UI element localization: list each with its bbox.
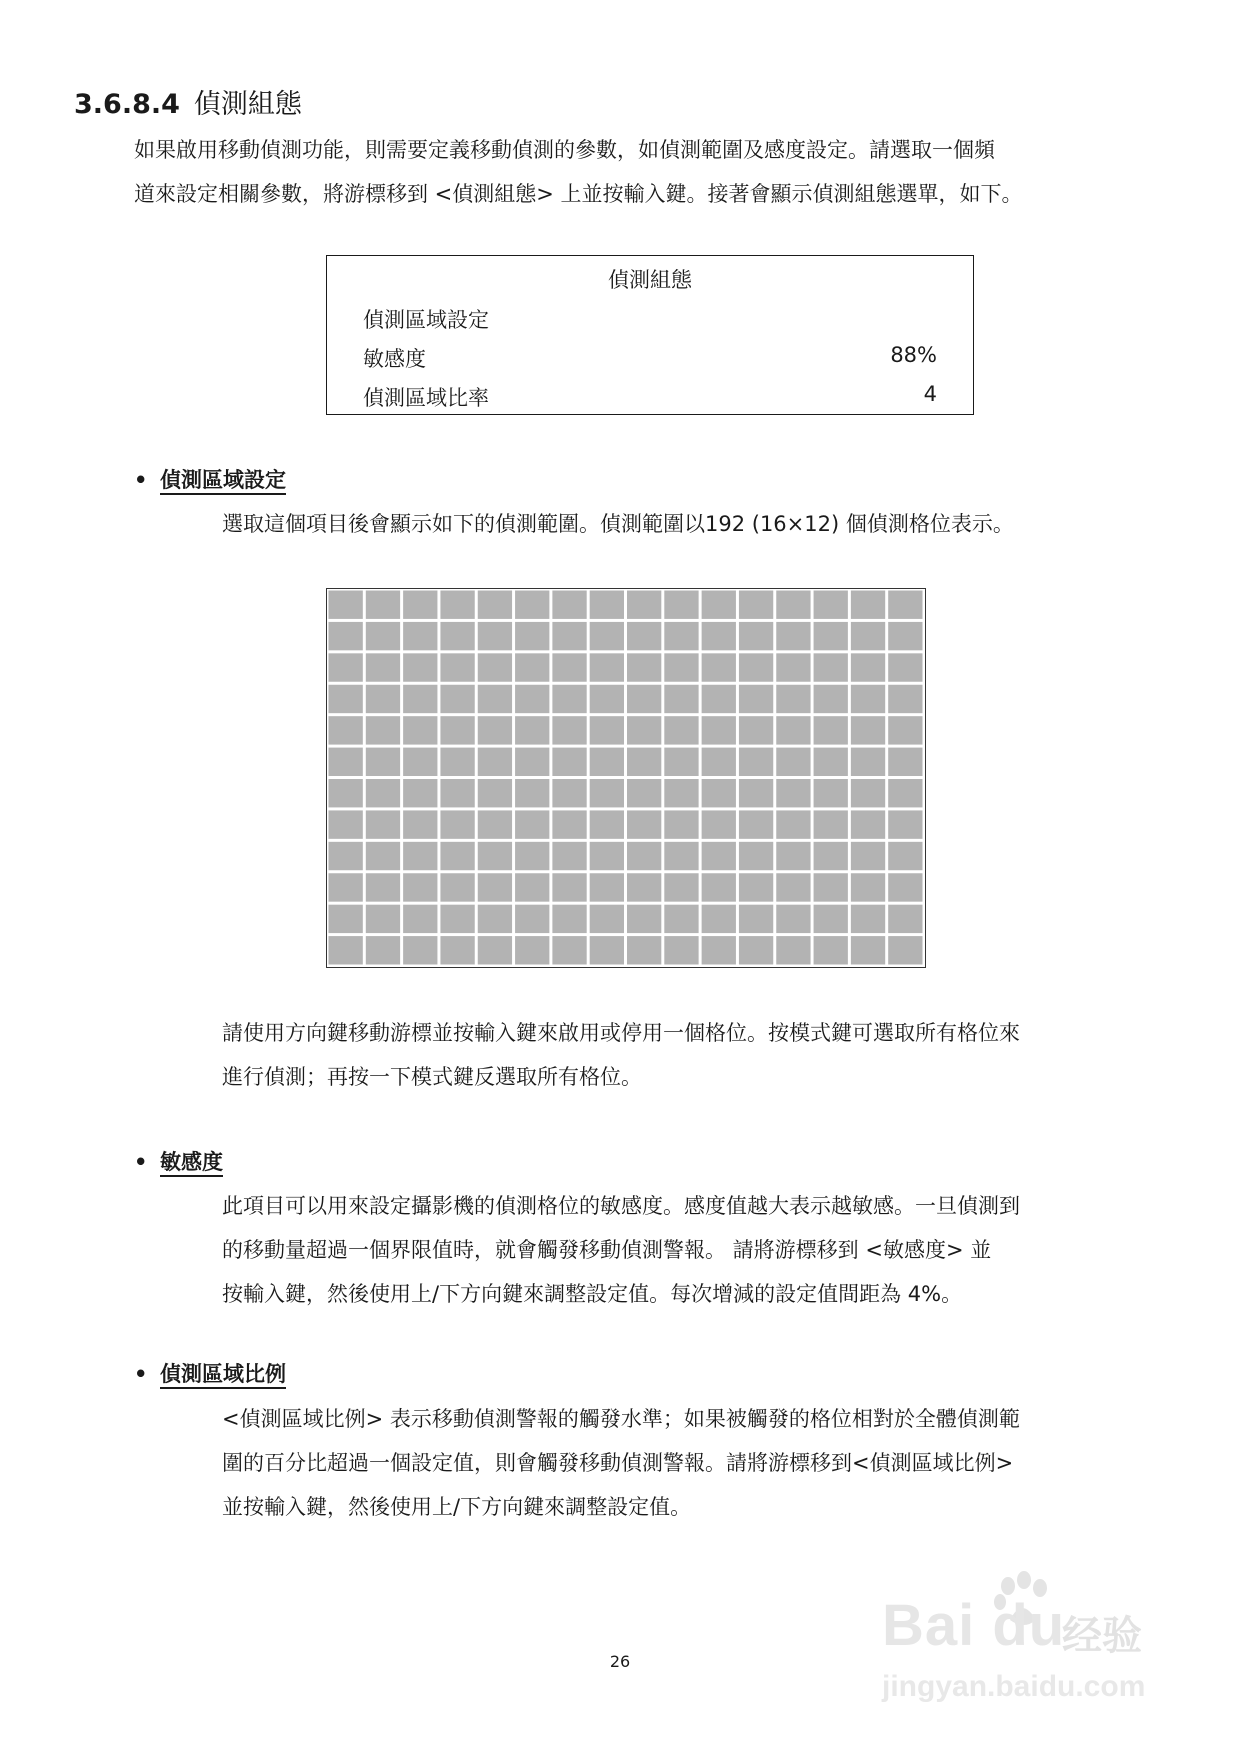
grid-cell[interactable]	[664, 810, 698, 838]
grid-cell[interactable]	[888, 810, 922, 838]
grid-cell[interactable]	[440, 842, 474, 870]
grid-cell[interactable]	[888, 591, 922, 619]
detection-grid-svg	[327, 589, 924, 966]
grid-cell[interactable]	[440, 936, 474, 964]
menu-item-sensitivity[interactable]	[363, 343, 937, 373]
grid-cell[interactable]	[590, 622, 624, 650]
grid-cell[interactable]	[590, 779, 624, 807]
grid-cell[interactable]	[329, 936, 363, 964]
menu-item-value: 88%	[890, 343, 937, 367]
grid-cell[interactable]	[814, 591, 848, 619]
grid-cell[interactable]	[702, 716, 736, 744]
grid-cell[interactable]	[590, 810, 624, 838]
grid-cell[interactable]	[814, 873, 848, 901]
grid-cell[interactable]	[739, 842, 773, 870]
grid-cell[interactable]	[403, 748, 437, 776]
grid-cell[interactable]	[552, 779, 586, 807]
grid-cell[interactable]	[329, 716, 363, 744]
grid-cell[interactable]	[329, 842, 363, 870]
grid-cell[interactable]	[403, 591, 437, 619]
sensitivity-paragraph	[222, 1184, 1020, 1316]
menu-item-label: 偵測區域設定	[363, 308, 489, 332]
grid-cell[interactable]	[515, 653, 549, 681]
grid-cell[interactable]	[590, 842, 624, 870]
grid-cell[interactable]	[739, 873, 773, 901]
ratio-line-2: 圍的百分比超過一個設定值，則會觸發移動偵測警報。請將游標移到<偵測區域比例>	[222, 1451, 1014, 1475]
area-setting-description	[222, 1011, 1020, 1099]
grid-cell[interactable]	[627, 748, 661, 776]
grid-cell[interactable]	[627, 716, 661, 744]
grid-cell[interactable]	[590, 873, 624, 901]
grid-cell[interactable]	[552, 873, 586, 901]
menu-item-label: 敏感度	[363, 347, 426, 371]
grid-cell[interactable]	[515, 905, 549, 933]
grid-cell[interactable]	[478, 748, 512, 776]
grid-cell[interactable]	[590, 936, 624, 964]
grid-cell[interactable]	[515, 873, 549, 901]
detection-grid	[326, 588, 926, 968]
grid-cell[interactable]	[627, 873, 661, 901]
grid-cell[interactable]	[403, 685, 437, 713]
area-desc-line-2: 進行偵測；再按一下模式鍵反選取所有格位。	[222, 1065, 642, 1089]
bullet-heading: 敏感度	[160, 1150, 223, 1174]
sensitivity-line-3: 按輸入鍵，然後使用上/下方向鍵來調整設定值。每次增減的設定值間距為 4%。	[222, 1282, 963, 1306]
grid-cell[interactable]	[627, 685, 661, 713]
grid-cell[interactable]	[552, 591, 586, 619]
grid-cell[interactable]	[776, 842, 810, 870]
grid-cell[interactable]	[366, 716, 400, 744]
detection-config-menu	[326, 255, 974, 415]
grid-cell[interactable]	[851, 716, 885, 744]
grid-cell[interactable]	[552, 936, 586, 964]
grid-cell[interactable]	[702, 748, 736, 776]
grid-cell[interactable]	[776, 779, 810, 807]
grid-cell[interactable]	[851, 685, 885, 713]
grid-cell[interactable]	[814, 748, 848, 776]
menu-item-label: 偵測區域比率	[363, 386, 489, 410]
grid-cell[interactable]	[552, 622, 586, 650]
grid-cell[interactable]	[739, 905, 773, 933]
grid-cell[interactable]	[851, 591, 885, 619]
grid-cell[interactable]	[440, 873, 474, 901]
grid-cell[interactable]	[851, 779, 885, 807]
grid-cell[interactable]	[478, 873, 512, 901]
grid-cell[interactable]	[702, 685, 736, 713]
grid-cell[interactable]	[515, 810, 549, 838]
bullet-dot: •	[134, 1362, 148, 1386]
grid-cell[interactable]	[552, 810, 586, 838]
grid-cell[interactable]	[851, 905, 885, 933]
sensitivity-line-2: 的移動量超過一個界限值時，就會觸發移動偵測警報。 請將游標移到 <敏感度> 並	[222, 1238, 992, 1262]
section-title: 偵測組態	[193, 89, 302, 120]
grid-cell[interactable]	[366, 748, 400, 776]
grid-cell[interactable]	[702, 873, 736, 901]
grid-cell[interactable]	[776, 873, 810, 901]
grid-cell[interactable]	[590, 905, 624, 933]
grid-cell[interactable]	[739, 591, 773, 619]
grid-cell[interactable]	[590, 716, 624, 744]
grid-cell[interactable]	[664, 748, 698, 776]
grid-cell[interactable]	[776, 716, 810, 744]
grid-cell[interactable]	[440, 748, 474, 776]
grid-cell[interactable]	[627, 591, 661, 619]
bullet-area-ratio	[134, 1358, 286, 1388]
bullet-area-setting	[134, 464, 286, 494]
grid-cell[interactable]	[440, 779, 474, 807]
grid-cell[interactable]	[440, 905, 474, 933]
grid-cell[interactable]	[366, 842, 400, 870]
grid-cell[interactable]	[776, 905, 810, 933]
grid-cell[interactable]	[552, 685, 586, 713]
grid-cell[interactable]	[851, 873, 885, 901]
grid-cell[interactable]	[329, 653, 363, 681]
grid-cell[interactable]	[590, 653, 624, 681]
grid-cell[interactable]	[776, 591, 810, 619]
grid-cell[interactable]	[888, 936, 922, 964]
grid-cell[interactable]	[515, 936, 549, 964]
grid-cell[interactable]	[403, 873, 437, 901]
grid-cell[interactable]	[851, 810, 885, 838]
menu-item-area-ratio[interactable]	[363, 382, 937, 412]
grid-cell[interactable]	[814, 622, 848, 650]
grid-cell[interactable]	[329, 873, 363, 901]
grid-cell[interactable]	[403, 905, 437, 933]
bullet-dot: •	[134, 1150, 148, 1174]
grid-cell[interactable]	[702, 810, 736, 838]
grid-cell[interactable]	[552, 748, 586, 776]
grid-cell[interactable]	[664, 842, 698, 870]
baidu-watermark	[870, 1568, 1170, 1718]
grid-cell[interactable]	[814, 936, 848, 964]
bullet-heading: 偵測區域設定	[160, 468, 286, 492]
grid-cell[interactable]	[366, 779, 400, 807]
grid-cell[interactable]	[478, 622, 512, 650]
menu-title: 偵測組態	[608, 268, 692, 292]
grid-cell[interactable]	[664, 622, 698, 650]
grid-cell[interactable]	[478, 716, 512, 744]
grid-cell[interactable]	[515, 685, 549, 713]
grid-cell[interactable]	[627, 936, 661, 964]
grid-cell[interactable]	[888, 905, 922, 933]
grid-cell[interactable]	[776, 810, 810, 838]
grid-cell[interactable]	[851, 622, 885, 650]
grid-cell[interactable]	[814, 685, 848, 713]
grid-cell[interactable]	[478, 685, 512, 713]
grid-cell[interactable]	[739, 810, 773, 838]
grid-cell[interactable]	[590, 685, 624, 713]
grid-cell[interactable]	[440, 653, 474, 681]
grid-cell[interactable]	[776, 653, 810, 681]
grid-cell[interactable]	[627, 905, 661, 933]
grid-cell[interactable]	[552, 842, 586, 870]
grid-cell[interactable]	[515, 591, 549, 619]
grid-cell[interactable]	[329, 685, 363, 713]
grid-cell[interactable]	[403, 842, 437, 870]
grid-cell[interactable]	[888, 685, 922, 713]
intro-line-1: 如果啟用移動偵測功能，則需要定義移動偵測的參數，如偵測範圍及感度設定。請選取一個頻	[134, 138, 995, 162]
grid-cell[interactable]	[851, 842, 885, 870]
grid-cell[interactable]	[702, 653, 736, 681]
grid-cell[interactable]	[403, 779, 437, 807]
grid-cell[interactable]	[739, 779, 773, 807]
grid-cell[interactable]	[664, 779, 698, 807]
grid-cell[interactable]	[739, 936, 773, 964]
grid-cell[interactable]	[440, 622, 474, 650]
grid-cell[interactable]	[478, 810, 512, 838]
grid-cell[interactable]	[590, 748, 624, 776]
grid-cell[interactable]	[478, 842, 512, 870]
grid-cell[interactable]	[814, 810, 848, 838]
grid-cell[interactable]	[478, 591, 512, 619]
intro-paragraph	[134, 128, 1023, 216]
grid-cell[interactable]	[366, 685, 400, 713]
grid-cell[interactable]	[814, 842, 848, 870]
grid-cell[interactable]	[627, 653, 661, 681]
grid-cell[interactable]	[627, 842, 661, 870]
grid-cell[interactable]	[888, 653, 922, 681]
grid-cell[interactable]	[515, 748, 549, 776]
grid-cell[interactable]	[515, 842, 549, 870]
grid-cell[interactable]	[552, 905, 586, 933]
grid-cell[interactable]	[552, 716, 586, 744]
grid-cell[interactable]	[440, 685, 474, 713]
grid-cell[interactable]	[702, 591, 736, 619]
watermark-brand: Bai du	[882, 1593, 1066, 1658]
grid-cell[interactable]	[440, 591, 474, 619]
grid-cell[interactable]	[515, 779, 549, 807]
menu-item-value: 4	[923, 382, 937, 406]
grid-cell[interactable]	[366, 591, 400, 619]
grid-cell[interactable]	[440, 716, 474, 744]
grid-cell[interactable]	[440, 810, 474, 838]
grid-cell[interactable]	[403, 810, 437, 838]
grid-cell[interactable]	[814, 653, 848, 681]
section-heading	[74, 82, 302, 121]
grid-cell[interactable]	[329, 905, 363, 933]
grid-cell[interactable]	[366, 873, 400, 901]
section-number: 3.6.8.4	[74, 89, 180, 120]
sensitivity-line-1: 此項目可以用來設定攝影機的偵測格位的敏感度。感度值越大表示越敏感。一旦偵測到	[222, 1194, 1020, 1218]
grid-cell[interactable]	[851, 936, 885, 964]
grid-cell[interactable]	[515, 716, 549, 744]
bullet-dot: •	[134, 468, 148, 492]
grid-cell[interactable]	[329, 622, 363, 650]
grid-cell[interactable]	[627, 779, 661, 807]
bullet-heading: 偵測區域比例	[160, 1362, 286, 1386]
grid-cell[interactable]	[478, 905, 512, 933]
area-setting-intro: 選取這個項目後會顯示如下的偵測範圍。偵測範圍以192 (16×12) 個偵測格位表示。	[222, 512, 1014, 536]
grid-cell[interactable]	[776, 685, 810, 713]
grid-cell[interactable]	[403, 622, 437, 650]
ratio-line-1: <偵測區域比例> 表示移動偵測警報的觸發水準；如果被觸發的格位相對於全體偵測範	[222, 1407, 1020, 1431]
intro-line-2: 道來設定相關參數，將游標移到 <偵測組態> 上並按輸入鍵。接著會顯示偵測組態選單，如下。	[134, 182, 1023, 206]
grid-cell[interactable]	[888, 748, 922, 776]
grid-cell[interactable]	[664, 873, 698, 901]
grid-cell[interactable]	[366, 905, 400, 933]
grid-cell[interactable]	[478, 779, 512, 807]
grid-cell[interactable]	[664, 685, 698, 713]
grid-cell[interactable]	[664, 591, 698, 619]
bullet-sensitivity	[134, 1146, 223, 1176]
grid-cell[interactable]	[366, 653, 400, 681]
grid-cell[interactable]	[702, 905, 736, 933]
grid-cell[interactable]	[515, 622, 549, 650]
grid-cell[interactable]	[664, 716, 698, 744]
ratio-line-3: 並按輸入鍵，然後使用上/下方向鍵來調整設定值。	[222, 1495, 692, 1519]
grid-cell[interactable]	[664, 905, 698, 933]
menu-item-area-setting[interactable]	[363, 304, 937, 334]
grid-cell[interactable]	[814, 716, 848, 744]
grid-cell[interactable]	[776, 622, 810, 650]
grid-cell[interactable]	[329, 810, 363, 838]
grid-cell[interactable]	[366, 810, 400, 838]
grid-cell[interactable]	[888, 716, 922, 744]
watermark-cn: 经验	[1062, 1613, 1142, 1659]
grid-cell[interactable]	[776, 748, 810, 776]
grid-cell[interactable]	[702, 779, 736, 807]
grid-cell[interactable]	[627, 810, 661, 838]
area-ratio-paragraph	[222, 1397, 1020, 1529]
grid-cell[interactable]	[739, 716, 773, 744]
grid-cell[interactable]	[776, 936, 810, 964]
grid-cell[interactable]	[478, 653, 512, 681]
grid-cell[interactable]	[590, 591, 624, 619]
grid-cell[interactable]	[403, 653, 437, 681]
grid-cell[interactable]	[627, 622, 661, 650]
grid-cell[interactable]	[739, 748, 773, 776]
area-desc-line-1: 請使用方向鍵移動游標並按輸入鍵來啟用或停用一個格位。按模式鍵可選取所有格位來	[222, 1021, 1020, 1045]
grid-cell[interactable]	[851, 748, 885, 776]
page-number: 26	[609, 1652, 631, 1671]
grid-cell[interactable]	[739, 653, 773, 681]
grid-cell[interactable]	[888, 873, 922, 901]
grid-cell[interactable]	[552, 653, 586, 681]
grid-cell[interactable]	[814, 779, 848, 807]
grid-cell[interactable]	[664, 936, 698, 964]
grid-cell[interactable]	[329, 779, 363, 807]
grid-cell[interactable]	[814, 905, 848, 933]
grid-cell[interactable]	[329, 591, 363, 619]
grid-cell[interactable]	[888, 779, 922, 807]
grid-cell[interactable]	[739, 622, 773, 650]
grid-cell[interactable]	[888, 622, 922, 650]
grid-cell[interactable]	[403, 936, 437, 964]
grid-cell[interactable]	[329, 748, 363, 776]
grid-cell[interactable]	[664, 653, 698, 681]
grid-cell[interactable]	[739, 685, 773, 713]
grid-cell[interactable]	[478, 936, 512, 964]
grid-cell[interactable]	[366, 936, 400, 964]
watermark-url: jingyan.baidu.com	[882, 1670, 1146, 1703]
grid-cell[interactable]	[851, 653, 885, 681]
grid-cell[interactable]	[366, 622, 400, 650]
grid-cell[interactable]	[888, 842, 922, 870]
grid-cell[interactable]	[403, 716, 437, 744]
grid-cell[interactable]	[702, 936, 736, 964]
grid-cell[interactable]	[702, 622, 736, 650]
grid-cell[interactable]	[702, 842, 736, 870]
